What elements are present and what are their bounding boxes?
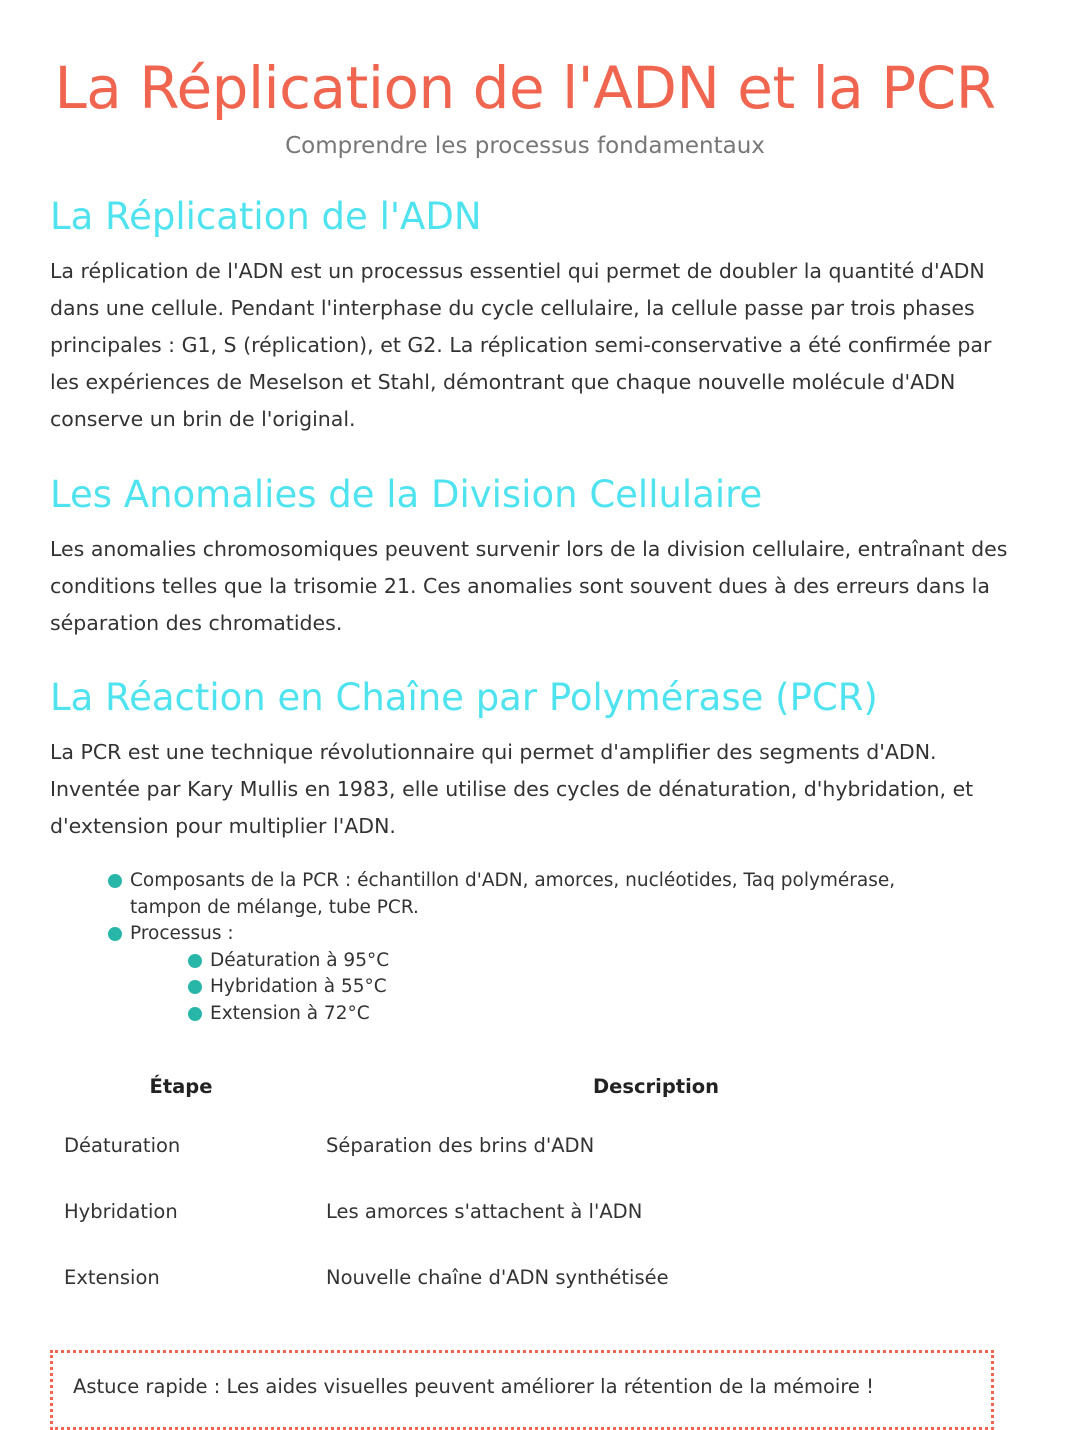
- bullet-icon: [188, 980, 202, 994]
- table-header-cell: Description: [592, 1074, 720, 1098]
- pcr-components-text: Composants de la PCR : échantillon d'ADN, amorces, nucléotides, Taq polymérase, tampon de mélange, tube PCR.: [130, 870, 896, 918]
- pcr-bullet-list: [108, 868, 968, 1027]
- table-cell-step: Hybridation: [64, 1199, 178, 1223]
- process-step-text: Déaturation à 95°C: [210, 949, 390, 971]
- bullet-icon: [188, 1007, 202, 1021]
- list-item: [188, 974, 968, 1001]
- table-header-cell: Étape: [149, 1074, 213, 1098]
- table-cell-description: Séparation des brins d'ADN: [326, 1133, 595, 1157]
- bullet-icon: [188, 954, 202, 968]
- list-item: [188, 948, 968, 975]
- bullet-icon: [108, 927, 122, 941]
- list-item: [108, 868, 968, 921]
- table-cell-description: Les amorces s'attachent à l'ADN: [326, 1199, 643, 1223]
- section-body-replication: La réplication de l'ADN est un processus essentiel qui permet de doubler la quantité d'ADN dans une cellule. Pendant l'interphase du cycle cellulaire, la cellule passe par trois phases principales : G1, S (réplication), et G2. La réplication semi-conservative a été confirmée par les expériences de Meselson et Stahl, démontrant que chaque nouvelle molécule d'ADN conserve un brin de l'original.: [50, 259, 992, 431]
- pcr-process-label: Processus :: [130, 923, 234, 944]
- table-row: [50, 1244, 1000, 1310]
- section-body-pcr: La PCR est une technique révolutionnaire qui permet d'amplifier des segments d'ADN. Inventée par Kary Mullis en 1983, elle utilise des cycles de dénaturation, d'hybridation, et d'extension pour multiplier l'ADN.: [50, 740, 974, 838]
- table-header-row: [50, 1060, 1000, 1112]
- pcr-process-sublist: [130, 948, 968, 1028]
- list-item: [188, 1001, 968, 1028]
- table-cell-description: Nouvelle chaîne d'ADN synthétisée: [326, 1265, 669, 1289]
- section-heading-anomalies: Les Anomalies de la Division Cellulaire: [50, 473, 763, 516]
- process-step-text: Extension à 72°C: [210, 1002, 370, 1024]
- section-heading-replication: La Réplication de l'ADN: [50, 195, 482, 238]
- section-heading-pcr: La Réaction en Chaîne par Polymérase (PCR): [50, 676, 878, 719]
- section-body-anomalies: Les anomalies chromosomiques peuvent survenir lors de la division cellulaire, entraînant des conditions telles que la trisomie 21. Ces anomalies sont souvent dues à des erreurs dans la séparation des chromatides.: [50, 537, 1008, 635]
- process-step-text: Hybridation à 55°C: [210, 976, 387, 997]
- tip-box: [50, 1350, 994, 1430]
- table-cell-step: Déaturation: [64, 1133, 181, 1157]
- pcr-steps-table: [50, 1060, 1000, 1310]
- table-cell-step: Extension: [64, 1265, 160, 1289]
- bullet-icon: [108, 874, 122, 888]
- table-row: [50, 1112, 1000, 1178]
- table-row: [50, 1178, 1000, 1244]
- page-title: La Réplication de l'ADN et la PCR: [54, 54, 996, 122]
- page-subtitle: Comprendre les processus fondamentaux: [285, 133, 765, 159]
- list-item: [108, 921, 968, 1027]
- tip-text: Astuce rapide : Les aides visuelles peuvent améliorer la rétention de la mémoire !: [73, 1375, 874, 1398]
